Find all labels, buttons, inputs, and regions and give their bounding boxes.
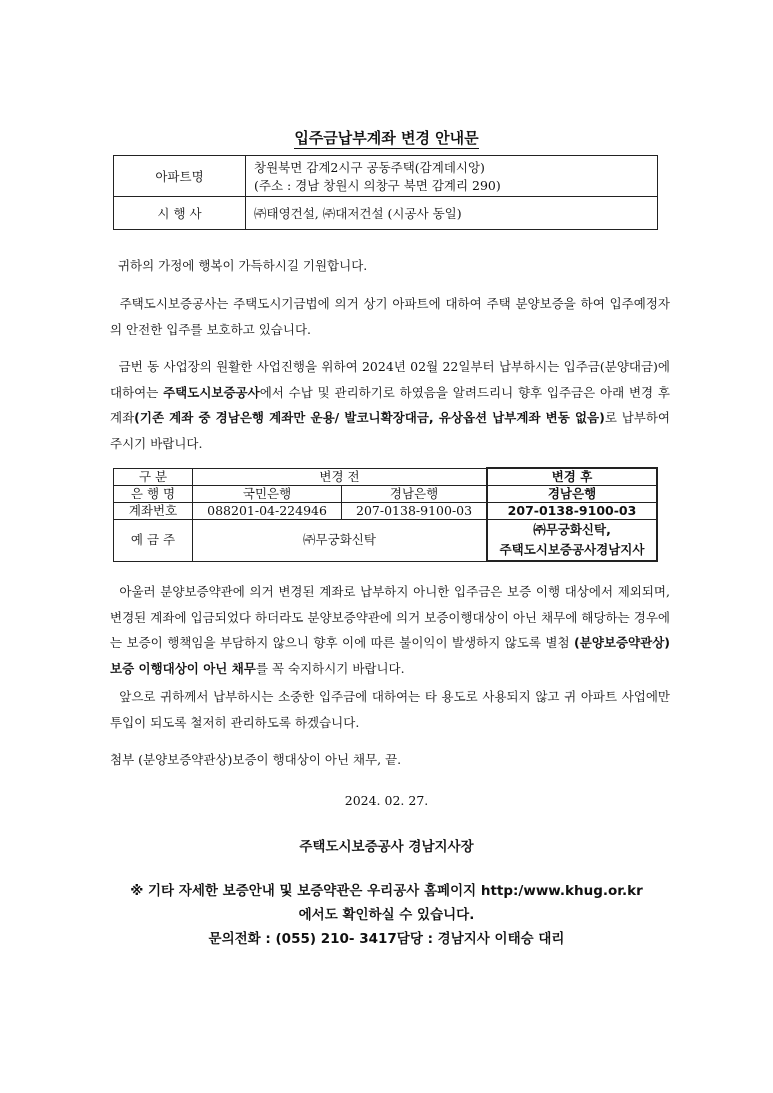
non-guarantee-note: (분양보증약관상)보증 이행대상이 아닌 채무 (110, 635, 670, 676)
greeting-paragraph: 귀하의 가정에 행복이 가득하시길 기원합니다. (117, 258, 368, 273)
bank-before-1: 국민은행 (193, 486, 342, 503)
holder-after-line1: ㈜무궁화신탁, (533, 522, 611, 537)
contact-line: 문의전화 : (055) 210- 3417담당 : 경남지사 이태승 대리 (208, 931, 565, 947)
holder-after-line2: 주택도시보증공사경남지사 (499, 542, 645, 557)
apt-label: 아파트명 (114, 156, 246, 197)
notice-paragraph: 금번 동 사업장의 원활한 사업진행을 위하여 2024년 02월 22일부터 납부하시는 입주금(분양대금)에 대하여는 주택도시보증공사에서 수납 및 관리하기로 하였음을 알려드리니 향후 입주금은 아래 변경 후 계좌(기존 계좌 중 경남은행 계좌만 운용/ 발코니확장대금, 유상옵션 납부계좌 변동 없음)로 납부하여 주시기 바랍니다. (110, 359, 671, 451)
account-note: (기존 계좌 중 경남은행 계좌만 운용/ 발코니확장대금, 유상옵션 납부계좌 변동 없음) (134, 410, 605, 425)
apt-address: (주소 : 경남 창원시 의창구 북면 감계리 290) (254, 178, 501, 193)
apt-value (246, 156, 658, 197)
holder-before: ㈜무궁화신탁 (193, 520, 488, 562)
management-paragraph: 앞으로 귀하께서 납부하시는 소중한 입주금에 대하여는 타 용도로 사용되지 않고 귀 아파트 사업에만 투입이 되도록 철저히 관리하도록 하겠습니다. (110, 689, 670, 730)
notice-line-2: 에서도 확인하실 수 있습니다. (298, 907, 475, 923)
issue-date: 2024. 02. 27. (344, 793, 429, 808)
header-before: 변경 전 (193, 468, 488, 486)
khug-name: 주택도시보증공사 (163, 384, 260, 400)
attachment-line: 첨부 (분양보증약관상)보증이 행대상이 아닌 채무, 끝. (110, 752, 402, 767)
holder-after (487, 520, 657, 562)
account-before-2: 207-0138-9100-03 (342, 503, 487, 520)
header-category: 구 분 (114, 468, 193, 486)
builder-value: ㈜태영건설, ㈜대저건설 (시공사 동일) (246, 197, 658, 230)
notice-line-1: ※ 기타 자세한 보증안내 및 보증약관은 우리공사 홈페이지 http:/www.khug.or.kr (130, 883, 643, 899)
builder-label: 시 행 사 (114, 197, 246, 230)
bank-after: 경남은행 (487, 486, 657, 503)
apartment-info-table (113, 155, 658, 230)
account-label: 계좌번호 (114, 503, 193, 520)
holder-label: 예 금 주 (114, 520, 193, 562)
intro-paragraph: 주택도시보증공사는 주택도시기금법에 의거 상기 아파트에 대하여 주택 분양보증을 하여 입주예정자의 안전한 입주를 보호하고 있습니다. (110, 296, 670, 337)
page-title: 입주금납부계좌 변경 안내문 (294, 129, 479, 147)
signature: 주택도시보증공사 경남지사장 (299, 839, 474, 855)
bank-label: 은 행 명 (114, 486, 193, 503)
warning-paragraph: 아울러 분양보증약관에 의거 변경된 계좌로 납부하지 아니한 입주금은 보증 이행 대상에서 제외되며, 변경된 계좌에 입금되었다 하더라도 분양보증약관에 의거 보증이행대상이 아닌 채무에 해당하는 경우에는 보증이 행책임을 부담하지 않으니 향후 이에 따른 불이익이 발생하지 않도록 별첨 (분양보증약관상)보증 이행대상이 아닌 채무를 꼭 숙지하시기 바랍니다. (110, 584, 670, 676)
apt-name: 창원북면 감계2시구 공동주택(감계데시앙) (254, 160, 485, 175)
header-after: 변경 후 (487, 468, 657, 486)
account-after: 207-0138-9100-03 (487, 503, 657, 520)
bank-before-2: 경남은행 (342, 486, 487, 503)
account-change-table (113, 467, 658, 562)
account-before-1: 088201-04-224946 (193, 503, 342, 520)
